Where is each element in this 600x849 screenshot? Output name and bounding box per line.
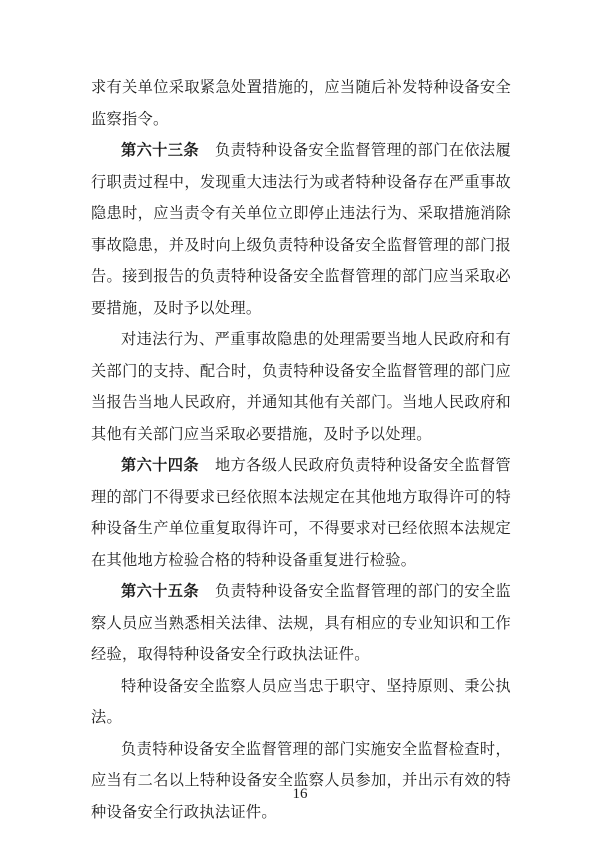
article-65-paragraph-2 bbox=[91, 671, 511, 734]
article-64 bbox=[91, 450, 511, 576]
article-63 bbox=[91, 135, 511, 324]
body-text bbox=[91, 72, 511, 828]
paragraph-text: 负责特种设备安全监督管理的部门实施安全监督检查时，应当有二名以上特种设备安全监察人员参加，并出示有效的特种设备安全行政执法证件。 bbox=[91, 739, 511, 821]
article-heading: 第六十三条 bbox=[121, 141, 199, 159]
article-63-paragraph-2 bbox=[91, 324, 511, 450]
paragraph-text: 对违法行为、严重事故隐患的处理需要当地人民政府和有关部门的支持、配合时，负责特种设备安全监督管理的部门应当报告当地人民政府，并通知其他有关部门。当地人民政府和其他有关部门应当采取必要措施，及时予以处理。 bbox=[91, 330, 511, 443]
page-number: 16 bbox=[292, 786, 308, 802]
paragraph-text: 负责特种设备安全监督管理的部门在依法履行职责过程中，发现重大违法行为或者特种设备存在严重事故隐患时，应当责令有关单位立即停止违法行为、采取措施消除事故隐患，并及时向上级负责特种设备安全监督管理的部门报告。接到报告的负责特种设备安全监督管理的部门应当采取必要措施，及时予以处理。 bbox=[91, 141, 512, 317]
paragraph-text: 求有关单位采取紧急处置措施的，应当随后补发特种设备安全监察指令。 bbox=[91, 78, 511, 128]
article-65-paragraph-3 bbox=[91, 734, 511, 829]
paragraph-text: 特种设备安全监察人员应当忠于职守、坚持原则、秉公执法。 bbox=[91, 676, 511, 726]
paragraph-text: 地方各级人民政府负责特种设备安全监督管理的部门不得要求已经依照本法规定在其他地方取得许可的特种设备生产单位重复取得许可，不得要求对已经依照本法规定在其他地方检验合格的特种设备重复进行检验。 bbox=[91, 456, 512, 569]
paragraph-text: 负责特种设备安全监督管理的部门的安全监察人员应当熟悉相关法律、法规，具有相应的专业知识和工作经验，取得特种设备安全行政执法证件。 bbox=[91, 582, 512, 663]
paragraph-continuation bbox=[91, 72, 511, 135]
article-heading: 第六十四条 bbox=[121, 456, 199, 474]
article-heading: 第六十五条 bbox=[121, 582, 199, 600]
article-65 bbox=[91, 576, 511, 671]
